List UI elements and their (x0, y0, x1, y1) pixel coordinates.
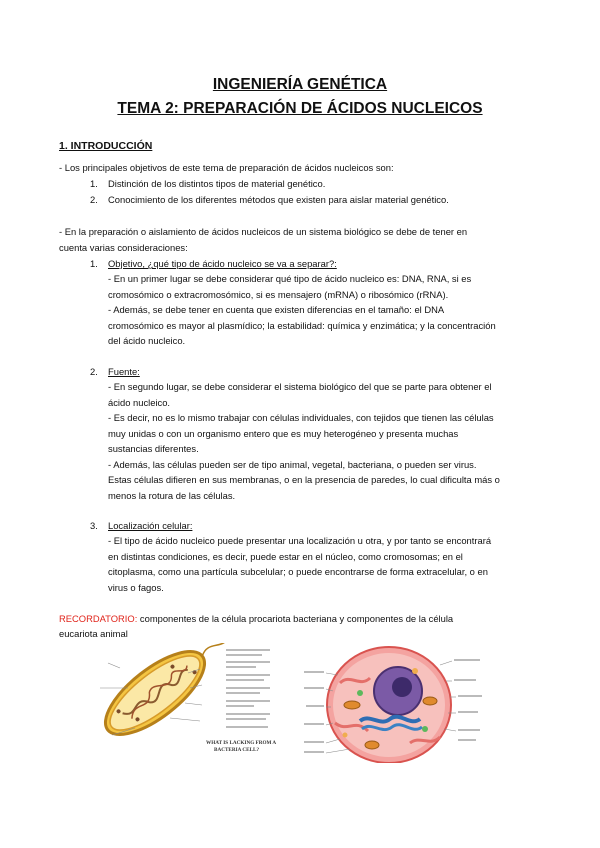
item-line: muy unidas o con un organismo entero que es muy heterogéneo y presenta muchas (108, 428, 459, 439)
item-line: Estas células difieren en sus membranas, o en la presencia de paredes, lo cual dificulta más o (108, 474, 500, 485)
animal-cell-figure (327, 647, 451, 763)
objective-number: 2. (90, 194, 98, 205)
item-number: 3. (90, 520, 98, 531)
item-line: en distintas condiciones, es decir, puede estar en el núcleo, como cromosomas; en el (108, 551, 463, 562)
item-line: menos la rotura de las células. (108, 490, 236, 501)
item-line: - Además, las células pueden ser de tipo animal, vegetal, bacteriana, o pueden ser virus. (108, 459, 477, 470)
item-line: - El tipo de ácido nucleico puede presentar una localización u otra, y por tanto se encontrará (108, 535, 492, 546)
item-number: 2. (90, 366, 98, 377)
item-line: - En un primer lugar se debe considerar qué tipo de ácido nucleico es: DNA, RNA, si es (108, 273, 472, 284)
item-line: del ácido nucleico. (108, 335, 186, 346)
item-number: 1. (90, 258, 98, 269)
item-heading: Objetivo, ¿qué tipo de ácido nucleico se va a separar?: (108, 258, 337, 269)
item-line: citoplasma, como una partícula subcelular; o puede encontrarse de forma extracelular, o en (108, 566, 488, 577)
objective-text: Conocimiento de los diferentes métodos que existen para aislar material genético. (108, 194, 449, 205)
reminder-line: eucariota animal (59, 628, 128, 639)
bacteria-caption: WHAT IS LACKING FROM A (206, 740, 277, 746)
item-line: - Es decir, no es lo mismo trabajar con células individuales, con tejidos que tienen las células (108, 412, 494, 423)
considerations-line: cuenta varias consideraciones: (59, 242, 188, 253)
intro-line: - Los principales objetivos de este tema de preparación de ácidos nucleicos son: (59, 162, 394, 173)
svg-text:BACTERIA CELL?: BACTERIA CELL? (214, 747, 260, 753)
cell-figures (0, 643, 600, 763)
objective-text: Distinción de los distintos tipos de material genético. (108, 178, 326, 189)
item-line: cromosómico o extracromosómico, si es mensajero (mRNA) o ribosómico (rRNA). (108, 289, 449, 300)
item-line: cromosómico es mayor al plasmídico; la estabilidad: química y enzimática; y la concentración (108, 320, 496, 331)
document-title: INGENIERÍA GENÉTICA (212, 76, 388, 93)
objective-number: 1. (90, 178, 98, 189)
item-line: sustancias diferentes. (108, 443, 199, 454)
considerations-line: - En la preparación o aislamiento de ácidos nucleicos de un sistema biológico se debe de tener en (59, 226, 468, 237)
item-line: virus o fagos. (108, 582, 164, 593)
item-heading: Fuente: (108, 366, 140, 377)
bacteria-cell-figure (0, 643, 600, 763)
section-heading: 1. INTRODUCCIÓN (59, 140, 153, 152)
item-line: - En segundo lugar, se debe considerar el sistema biológico del que se parte para obtener el (108, 381, 492, 392)
reminder-line (59, 611, 453, 627)
reminder-label: RECORDATORIO: (59, 613, 138, 624)
item-line: - Además, se debe tener en cuenta que existen diferencias en el tamaño: el DNA (108, 304, 445, 315)
reminder-text: componentes de la célula procariota bacteriana y componentes de la célula (137, 613, 454, 624)
item-heading: Localización celular: (108, 520, 193, 531)
item-line: ácido nucleico. (108, 397, 171, 408)
document-subtitle: TEMA 2: PREPARACIÓN DE ÁCIDOS NUCLEICOS (117, 100, 483, 117)
